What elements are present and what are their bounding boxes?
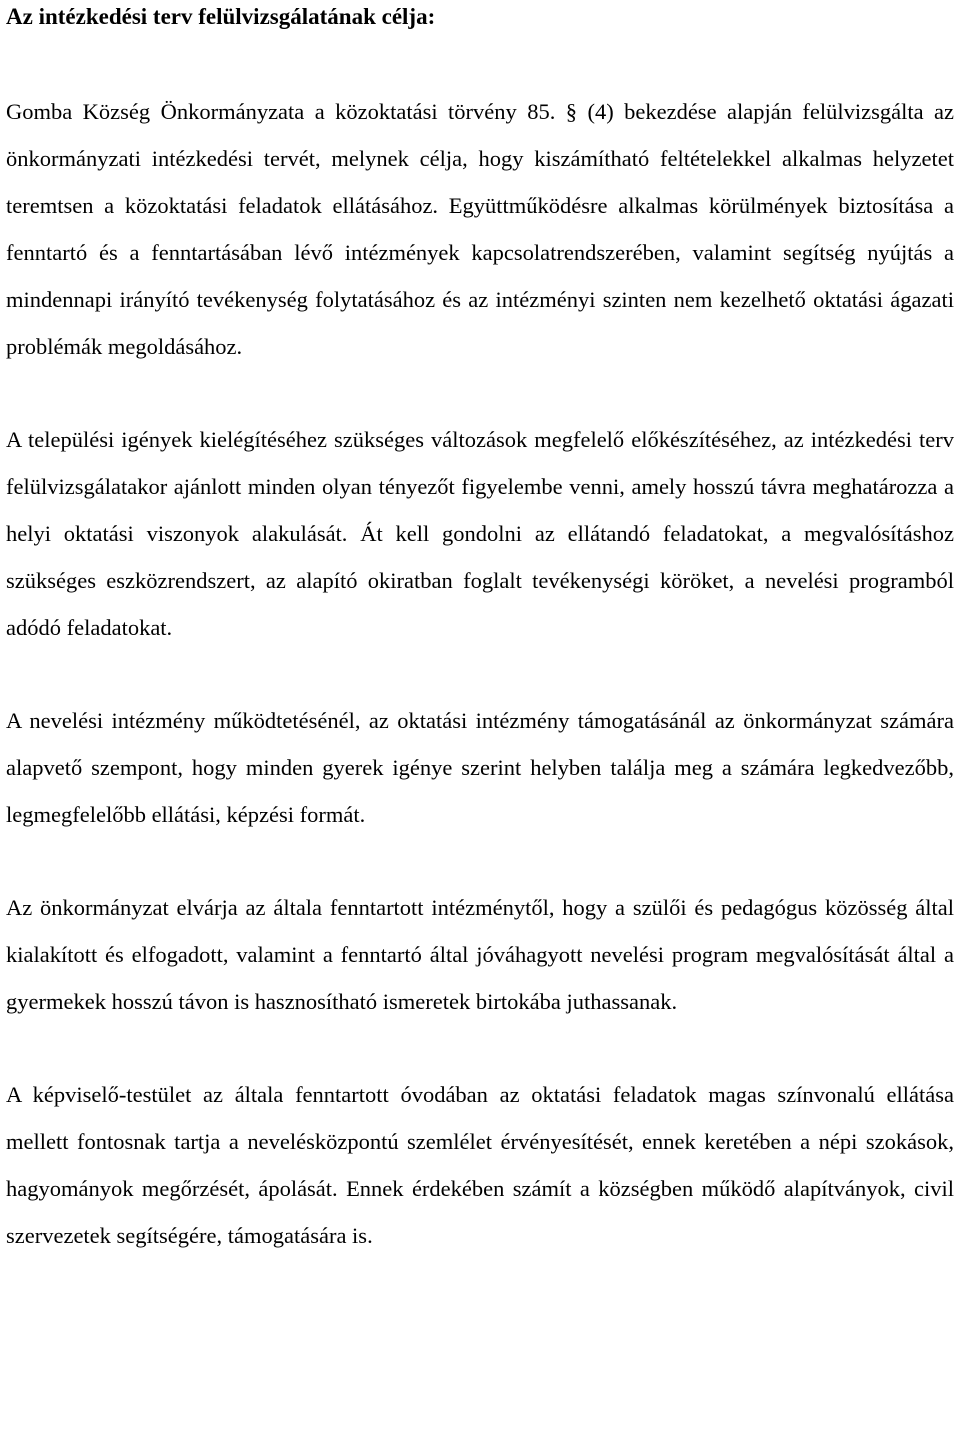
- paragraph-expectations: Az önkormányzat elvárja az általa fenntartott intézménytől, hogy a szülői és pedagógus közösség által kialakított és elfogadott, valamint a fenntartó által jóváhagyott nevelési program megvalósítását által a gyermekek hosszú távon is hasznosítható ismeretek birtokába juthassanak.: [6, 895, 954, 1014]
- paragraph-purpose: Gomba Község Önkormányzata a közoktatási törvény 85. § (4) bekezdése alapján felülvizsgálta az önkormányzati intézkedési tervét, melynek célja, hogy kiszámítható feltételekkel alkalmas helyzetet teremtsen a közoktatási feladatok ellátásához. Együttműködésre alkalmas körülmények biztosítása a fenntartó és a fenntartásában lévő intézmények kapcsolatrendszerében, valamint segítség nyújtás a mindennapi irányító tevékenység folytatásához és az intézményi szinten nem kezelhető oktatási ágazati problémák megoldásához.: [6, 99, 954, 359]
- paragraph-local-needs: A települési igények kielégítéséhez szükséges változások megfelelő előkészítéséhez, az intézkedési terv felülvizsgálatakor ajánlott minden olyan tényezőt figyelembe venni, amely hosszú távra meghatározza a helyi oktatási viszonyok alakulását. Át kell gondolni az ellátandó feladatokat, a megvalósításhoz szükséges eszközrendszert, az alapító okiratban foglalt tevékenységi köröket, a nevelési programból adódó feladatokat.: [6, 427, 954, 640]
- document-heading: Az intézkedési terv felülvizsgálatának célja:: [6, 4, 436, 29]
- paragraph-institution-operation: A nevelési intézmény működtetésénél, az oktatási intézmény támogatásánál az önkormányzat számára alapvető szempont, hogy minden gyerek igénye szerint helyben találja meg a számára legkedvezőbb, legmegfelelőbb ellátási, képzési formát.: [6, 708, 954, 827]
- paragraph-kindergarten: A képviselő-testület az általa fenntartott óvodában az oktatási feladatok magas színvonalú ellátása mellett fontosnak tartja a nevelésközpontú szemlélet érvényesítését, ennek keretében a népi szokások, hagyományok megőrzését, ápolását. Ennek érdekében számít a községben működő alapítványok, civil szervezetek segítségére, támogatására is.: [6, 1082, 954, 1248]
